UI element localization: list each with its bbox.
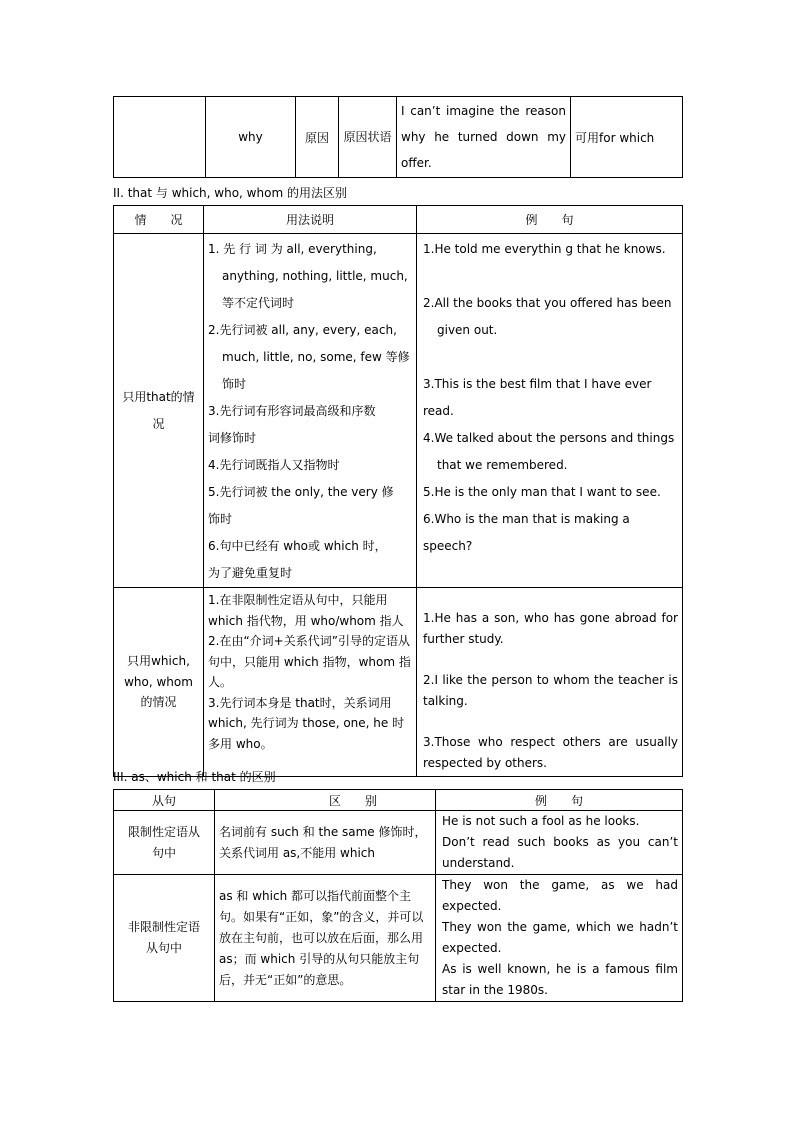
header-usage: 用法说明 — [204, 206, 417, 234]
cell-empty — [114, 97, 206, 178]
header-difference: 区 别 — [215, 790, 436, 811]
rule-line: 饰时 — [208, 512, 233, 526]
rule-line: 等不定代词时 — [222, 296, 295, 310]
rule-line: 3.先行词有形容词最高级和序数 — [208, 404, 376, 418]
example-line: 1.He has a son, who has gone abroad for further study. — [423, 611, 678, 646]
cell-word: why — [206, 97, 296, 178]
cell-difference: as 和 which 都可以指代前面整个主句。如果有“正如，象”的含义，并可以放在主句前，也可以放在后面，那么用 as；而 which 引导的从句只能放主句后，并无“正如”的意思。 — [215, 875, 436, 1002]
cell-examples — [417, 588, 683, 777]
header-clause: 从句 — [114, 790, 215, 811]
rule-line: 词修饰时 — [208, 431, 257, 445]
header-examples: 例 句 — [436, 790, 683, 811]
example-line: 3.Those who respect others are usually respected by others. — [423, 735, 678, 770]
table-row — [114, 811, 683, 875]
table-as-which-that — [113, 789, 683, 1002]
cell-function: 原因状语 — [339, 97, 397, 178]
example-line: 2.All the books that you offered has been — [423, 296, 672, 310]
example-line: They won the game, as we had expected. — [442, 878, 678, 913]
cell-examples — [436, 875, 683, 1002]
table-header-row — [114, 790, 683, 811]
example-line: given out. — [437, 323, 498, 337]
rule-line: 2.在由“介词+关系代词”引导的定语从句中，只能用 which 指物，whom 指人。 — [208, 634, 411, 689]
rule-line: 5.先行词被 the only, the very 修 — [208, 485, 394, 499]
rule-line: much, little, no, some, few 等修 — [222, 350, 410, 364]
cell-example: I can’t imagine the reason why he turned down my offer. — [397, 97, 571, 178]
table-relative-adverbs — [113, 96, 683, 178]
example-line: 4.We talked about the persons and things — [423, 431, 675, 445]
cell-clause: 非限制性定语从句中 — [114, 875, 215, 1002]
cell-note: 可用for which — [571, 97, 683, 178]
cell-situation: 只用that的情况 — [114, 234, 204, 588]
example-line: As is well known, he is a famous film star in the 1980s. — [442, 962, 678, 997]
cell-examples — [436, 811, 683, 875]
example-line: 6.Who is the man that is making a speech? — [423, 512, 630, 553]
header-situation: 情 况 — [114, 206, 204, 234]
example-line: 2.I like the person to whom the teacher is talking. — [423, 673, 678, 708]
example-line: that we remembered. — [437, 458, 568, 472]
table-that-which-who — [113, 205, 683, 777]
rule-line: 2.先行词被 all, any, every, each, — [208, 323, 397, 337]
cell-difference: 名词前有 such 和 the same 修饰时，关系代词用 as,不能用 which — [215, 811, 436, 875]
section-heading-3: III. as、which 和 that 的区别 — [113, 770, 276, 784]
cell-situation: 只用which, who, whom的情况 — [114, 588, 204, 777]
section-heading-2: II. that 与 which, who, whom 的用法区别 — [113, 186, 347, 200]
rule-line: 3.先行词本身是 that时，关系词用 which, 先行词为 those, one, he 时多用 who。 — [208, 695, 405, 751]
cell-clause: 限制性定语从句中 — [114, 811, 215, 875]
table-row — [114, 97, 683, 178]
rule-line: 为了避免重复时 — [208, 566, 293, 580]
example-line: 5.He is the only man that I want to see. — [423, 485, 661, 499]
table-row — [114, 588, 683, 777]
table-row — [114, 875, 683, 1002]
rule-line: 1. 先 行 词 为 all, everything, — [208, 242, 377, 256]
example-line: They won the game, which we hadn’t expected. — [442, 920, 678, 955]
rule-line: 4.先行词既指人又指物时 — [208, 458, 340, 472]
rule-line: 1.在非限制性定语从句中，只能用 which 指代物，用 who/whom 指人 — [208, 593, 404, 628]
rule-line: anything, nothing, little, much, — [222, 269, 408, 283]
cell-examples — [417, 234, 683, 588]
rule-line: 6.句中已经有 who或 which 时， — [208, 539, 387, 553]
example-line: Don’t read such books as you can’t understand. — [442, 835, 678, 870]
cell-rules — [204, 234, 417, 588]
example-line: 3.This is the best film that I have ever read. — [423, 377, 652, 418]
table-row — [114, 234, 683, 588]
example-line: He is not such a fool as he looks. — [442, 814, 640, 828]
cell-meaning: 原因 — [296, 97, 339, 178]
header-examples: 例 句 — [417, 206, 683, 234]
cell-rules — [204, 588, 417, 777]
rule-line: 饰时 — [222, 377, 247, 391]
example-line: 1.He told me everythin g that he knows. — [423, 242, 666, 256]
table-header-row — [114, 206, 683, 234]
